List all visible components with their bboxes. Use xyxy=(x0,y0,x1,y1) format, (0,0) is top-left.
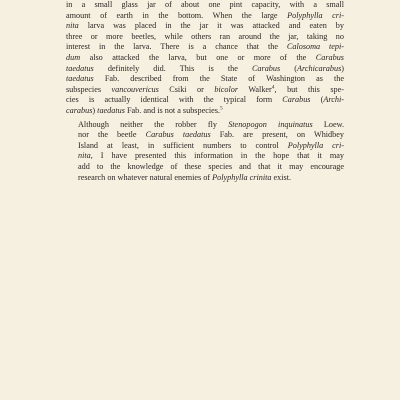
text-line xyxy=(66,74,344,85)
text-segment: three or more beetles, while others ran around the jar, taking no xyxy=(66,31,344,41)
text-segment: exist. xyxy=(271,172,292,182)
text-line xyxy=(66,130,344,141)
italic-text: Carabus taedatus xyxy=(145,130,211,140)
italic-text: taedatus xyxy=(97,105,125,115)
text-line xyxy=(66,64,344,75)
text-line xyxy=(66,85,344,96)
text-line xyxy=(66,141,344,152)
text-segment: research on whatever natural enemies of xyxy=(78,172,213,182)
text-line xyxy=(66,0,344,11)
italic-text: Archicarabus xyxy=(296,63,342,73)
text-segment: Fab. are present, on Whidbey xyxy=(210,130,344,140)
italic-text: taedatus xyxy=(66,63,94,73)
text-line xyxy=(66,173,344,184)
text-segment: interest in the larva. There is a chance that the xyxy=(66,42,287,52)
text-line xyxy=(66,32,344,43)
text-line xyxy=(66,95,344,106)
paragraph-2 xyxy=(66,120,344,184)
text-segment: Island at least, in sufficient numbers to control xyxy=(78,140,288,150)
text-segment: ) xyxy=(341,63,344,73)
text-line xyxy=(66,120,344,131)
text-segment: amount of earth in the bottom. When the large xyxy=(66,10,288,20)
text-line xyxy=(66,106,344,117)
text-line xyxy=(66,53,344,64)
text-segment: Fab. described from the State of Washington as the xyxy=(93,74,344,84)
text-segment: larva was placed in the jar it was attacked and eaten by xyxy=(78,21,344,31)
text-segment: , but this spe- xyxy=(274,84,344,94)
italic-text: Polyphylla cri- xyxy=(287,10,344,20)
text-segment: cies is actually identical with the typical form xyxy=(66,95,283,105)
italic-text: Archi- xyxy=(323,95,345,105)
italic-text: Carabus xyxy=(251,63,281,73)
text-segment: ( xyxy=(310,95,324,105)
text-segment: , I have presented this information in the hope that it may xyxy=(90,151,344,161)
text-line xyxy=(66,11,344,22)
italic-text: Carabus xyxy=(315,52,344,62)
italic-text: Polyphylla cri- xyxy=(287,140,344,150)
text-segment: Although neither the robber fly xyxy=(78,119,229,129)
italic-text: vancouvericus xyxy=(111,84,159,94)
italic-text: nita xyxy=(66,21,79,31)
italic-text: Polyphylla crinita xyxy=(212,172,272,182)
text-line xyxy=(66,162,344,173)
text-line xyxy=(66,151,344,162)
text-line xyxy=(66,42,344,53)
text-segment: add to the knowledge of these species and that it may encourage xyxy=(78,161,344,171)
text-segment: ) xyxy=(92,105,98,115)
text-segment: Fab. and is not a subspecies. xyxy=(124,105,220,115)
paragraph-1 xyxy=(66,0,344,117)
text-segment: also attacked the larva, but one or more of the xyxy=(80,52,316,62)
italic-text: taedatus xyxy=(66,74,94,84)
text-segment: in a small glass jar of about one pint capacity, with a small xyxy=(66,0,344,9)
italic-text: Stenopogon inquinatus xyxy=(228,119,313,129)
italic-text: carabus xyxy=(66,105,93,115)
footnote-marker: 5 xyxy=(219,105,223,112)
article-body-text xyxy=(66,0,344,183)
italic-text: Calosoma tepi- xyxy=(286,42,345,52)
text-segment: definitely did. This is the xyxy=(93,63,252,73)
italic-text: nita xyxy=(78,151,91,161)
text-segment: Loew. xyxy=(312,119,345,129)
italic-text: dum xyxy=(66,52,81,62)
text-segment: Walker xyxy=(238,84,272,94)
text-segment: ( xyxy=(280,63,297,73)
italic-text: bicolor xyxy=(214,84,239,94)
text-line xyxy=(66,21,344,32)
text-segment: nor the beetle xyxy=(78,130,146,140)
text-segment: Csiki or xyxy=(158,84,215,94)
italic-text: Carabus xyxy=(282,95,311,105)
footnote-marker: 4 xyxy=(271,84,275,91)
text-segment: subspecies xyxy=(66,84,112,94)
